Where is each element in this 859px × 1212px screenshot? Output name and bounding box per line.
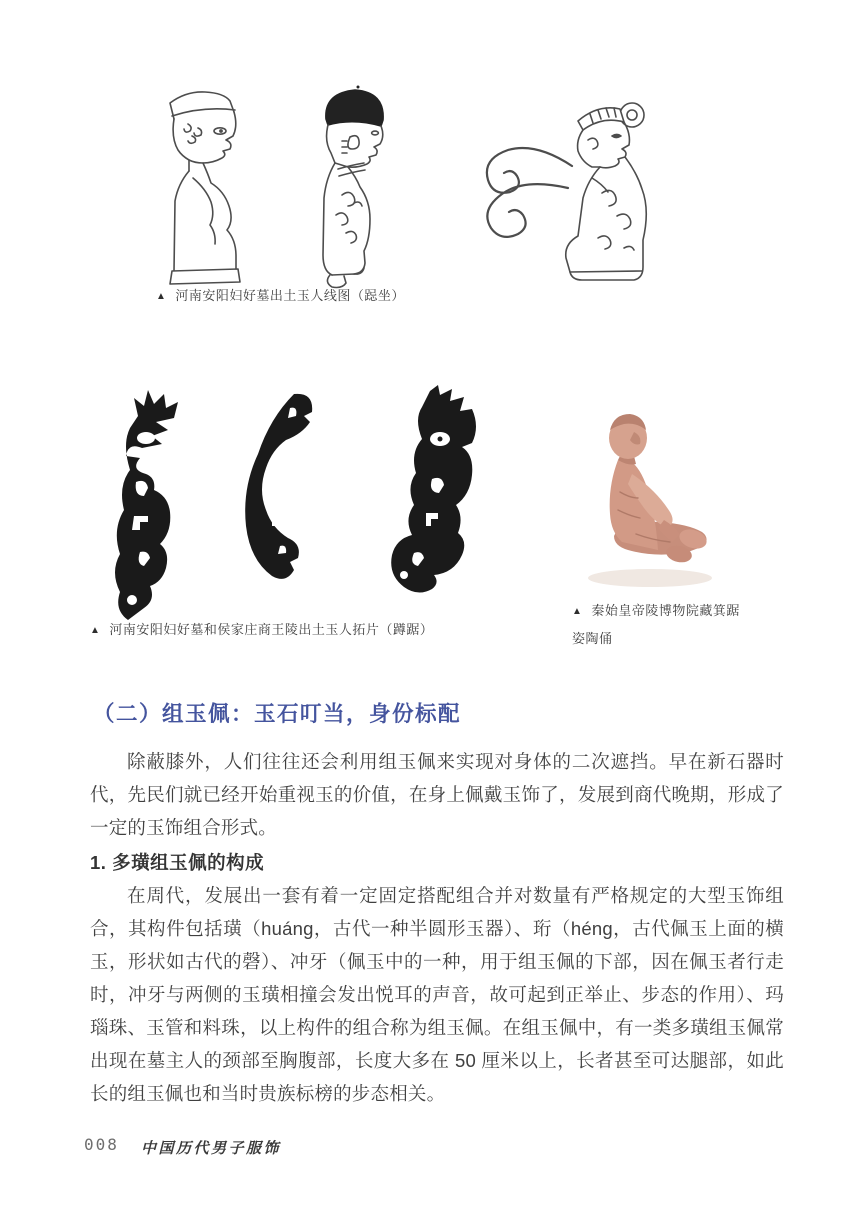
jade-figure-line-drawing-3	[452, 88, 660, 292]
page-number: 008	[84, 1135, 119, 1154]
sub-heading: 1. 多璜组玉佩的构成	[90, 852, 265, 873]
jade-figure-line-drawing-2	[296, 83, 402, 295]
triangle-marker-icon: ▲	[90, 625, 101, 636]
jade-figure-rubbing-3	[374, 383, 484, 599]
paragraph-1: 除蔽膝外，人们往往还会利用组玉佩来实现对身体的二次遮挡。早在新石器时代，先民们就已经开始重视玉的价值，在身上佩戴玉饰了，发展到商代晚期，形成了一定的玉饰组合形式。	[90, 751, 784, 838]
pottery-caption	[572, 598, 744, 652]
jade-figure-rubbing-2	[238, 390, 322, 590]
jade-figure-line-drawing-1	[148, 86, 260, 292]
pottery-figurine-photo	[576, 402, 718, 594]
pottery-caption-text: 秦始皇帝陵博物院藏箕踞姿陶俑	[572, 603, 740, 646]
rubbing-caption	[90, 617, 433, 645]
section-heading: （二）组玉佩：玉石叮当，身份标配	[93, 702, 462, 726]
triangle-marker-icon: ▲	[572, 606, 583, 617]
paragraph-2: 在周代，发展出一套有着一定固定搭配组合并对数量有严格规定的大型玉饰组合，其构件包括璜（huáng，古代一种半圆形玉器）、珩（héng，古代佩玉上面的横玉，形状如古代的磬）、冲牙（佩玉中的一种，用于组玉佩的下部，因在佩玉者行走时，冲牙与两侧的玉璜相撞会发出悦耳的声音，故可起到正举止、步态的作用）、玛瑙珠、玉管和料珠，以上构件的组合称为组玉佩。在组玉佩中，有一类多璜组玉佩常出现在墓主人的颈部至胸腹部，长度大多在 50 厘米以上，长者甚至可达腿部，如此长的组玉佩也和当时贵族标榜的步态相关。	[90, 885, 784, 1104]
line-drawing-caption-text: 河南安阳妇好墓出土玉人线图（跽坐）	[175, 288, 405, 303]
jade-figure-rubbing-1	[94, 386, 206, 628]
line-drawing-caption	[156, 283, 405, 311]
triangle-marker-icon: ▲	[156, 291, 167, 302]
rubbing-caption-text: 河南安阳妇好墓和侯家庄商王陵出土玉人拓片（蹲踞）	[109, 622, 434, 637]
book-title: 中国历代男子服饰	[141, 1141, 282, 1157]
